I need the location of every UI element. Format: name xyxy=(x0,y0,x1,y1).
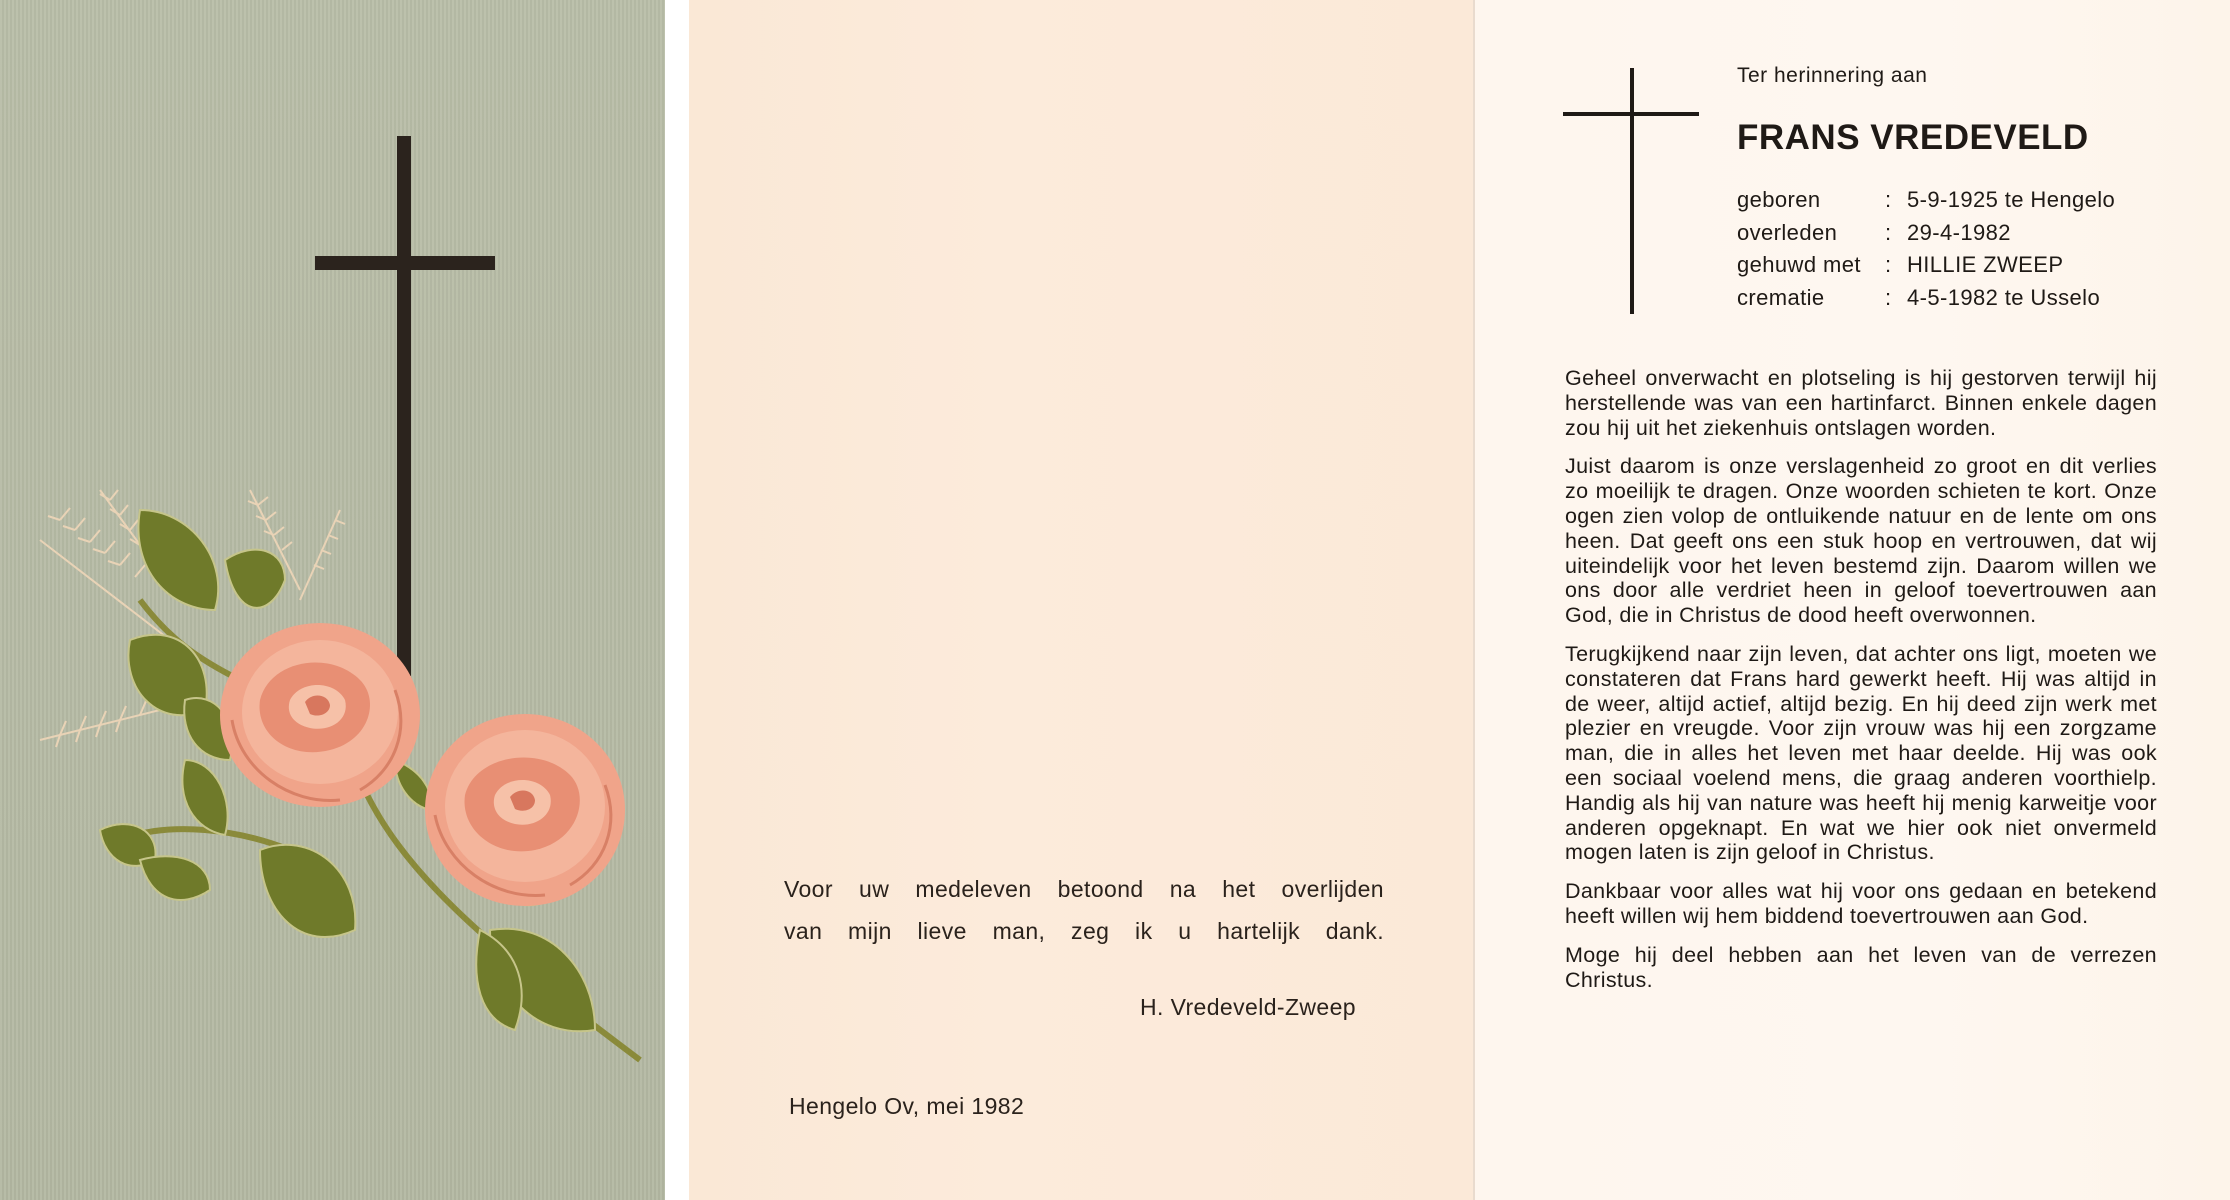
thank-you-message xyxy=(784,868,1384,952)
memorial-intro: Ter herinnering aan xyxy=(1737,64,1928,87)
fact-label: crematie xyxy=(1737,284,1825,310)
fact-label: gehuwd met xyxy=(1737,252,1861,277)
memorial-panel xyxy=(1473,0,2230,1200)
memorial-paragraph: Terugkijkend naar zijn leven, dat achter ons ligt, moeten we constateren dat Frans hard gewerkt heeft. Hij was altijd in de weer, altijd actief, altijd bezig. En hij deed zijn werk met plezier en vreugde. Voor zijn vrouw was hij een zorgzame man, die in alles het leven met haar deelde. Hij was ook een sociaal voelend mens, die graag anderen voorthielp. Handig als hij van nature was heeft hij menig karweitje voor anderen opgeknapt. En wat we hier ook niet onvermeld mogen laten is zijn geloof in Christus. xyxy=(1565,641,2157,865)
thank-you-line: van mijn lieve man, zeg ik u hartelijk dank. xyxy=(784,918,1384,944)
memorial-text xyxy=(1565,366,2157,1006)
background-gap xyxy=(665,0,689,1200)
fact-row-married xyxy=(1737,249,2115,282)
fact-row-born xyxy=(1737,184,2115,217)
fact-row-cremation xyxy=(1737,282,2115,315)
fact-value: 5-9-1925 te Hengelo xyxy=(1907,187,2116,212)
place-date: Hengelo Ov, mei 1982 xyxy=(789,1093,1025,1119)
cross-icon xyxy=(1563,68,1703,318)
fact-colon: : xyxy=(1885,284,1892,310)
rose-icon xyxy=(220,623,420,807)
cover-card xyxy=(0,0,665,1200)
thank-you-line: Voor uw medeleven betoond na het overlijden xyxy=(784,876,1384,902)
memorial-paragraph: Juist daarom is onze verslagenheid zo groot en dit verlies zo moeilijk te dragen. Onze woorden schieten te kort. Onze ogen zien volop de ontluikende natuur en de lente om ons heen. Dat geeft ons een stuk hoop en vertrouwen, dat wij uiteindelijk voor het leven bestemd zijn. Daarom willen we ons door alle verdriet heen in geloof toevertrouwen aan God, die in Christus de dood heeft overwonnen. xyxy=(1565,454,2157,628)
fact-colon: : xyxy=(1885,252,1892,277)
card-fold-line xyxy=(1473,0,1475,1200)
fact-label: overleden xyxy=(1737,219,1838,245)
fact-colon: : xyxy=(1885,219,1892,245)
deceased-name: FRANS VREDEVELD xyxy=(1737,118,2089,157)
life-facts xyxy=(1737,184,2115,314)
signature: H. Vredeveld-Zweep xyxy=(1140,994,1356,1020)
fact-value: 29-4-1982 xyxy=(1907,219,2011,245)
memorial-paragraph: Dankbaar voor alles wat hij voor ons gedaan en betekend heeft willen wij hem biddend toevertrouwen aan God. xyxy=(1565,879,2157,928)
memorial-paragraph: Moge hij deel hebben aan het leven van de verrezen Christus. xyxy=(1565,942,2157,992)
fact-value: HILLIE ZWEEP xyxy=(1907,252,2064,277)
cross-icon xyxy=(315,136,495,676)
fact-colon: : xyxy=(1885,187,1892,212)
fact-label: geboren xyxy=(1737,187,1821,212)
thank-you-panel xyxy=(689,0,1473,1200)
fact-row-died xyxy=(1737,217,2115,250)
cover-illustration xyxy=(0,0,665,1200)
fact-value: 4-5-1982 te Usselo xyxy=(1907,284,2101,310)
rose-icon xyxy=(425,714,625,906)
memorial-paragraph: Geheel onverwacht en plotseling is hij gestorven terwijl hij herstellende was van een hartinfarct. Binnen enkele dagen zou hij uit het ziekenhuis ontslagen worden. xyxy=(1565,366,2157,440)
